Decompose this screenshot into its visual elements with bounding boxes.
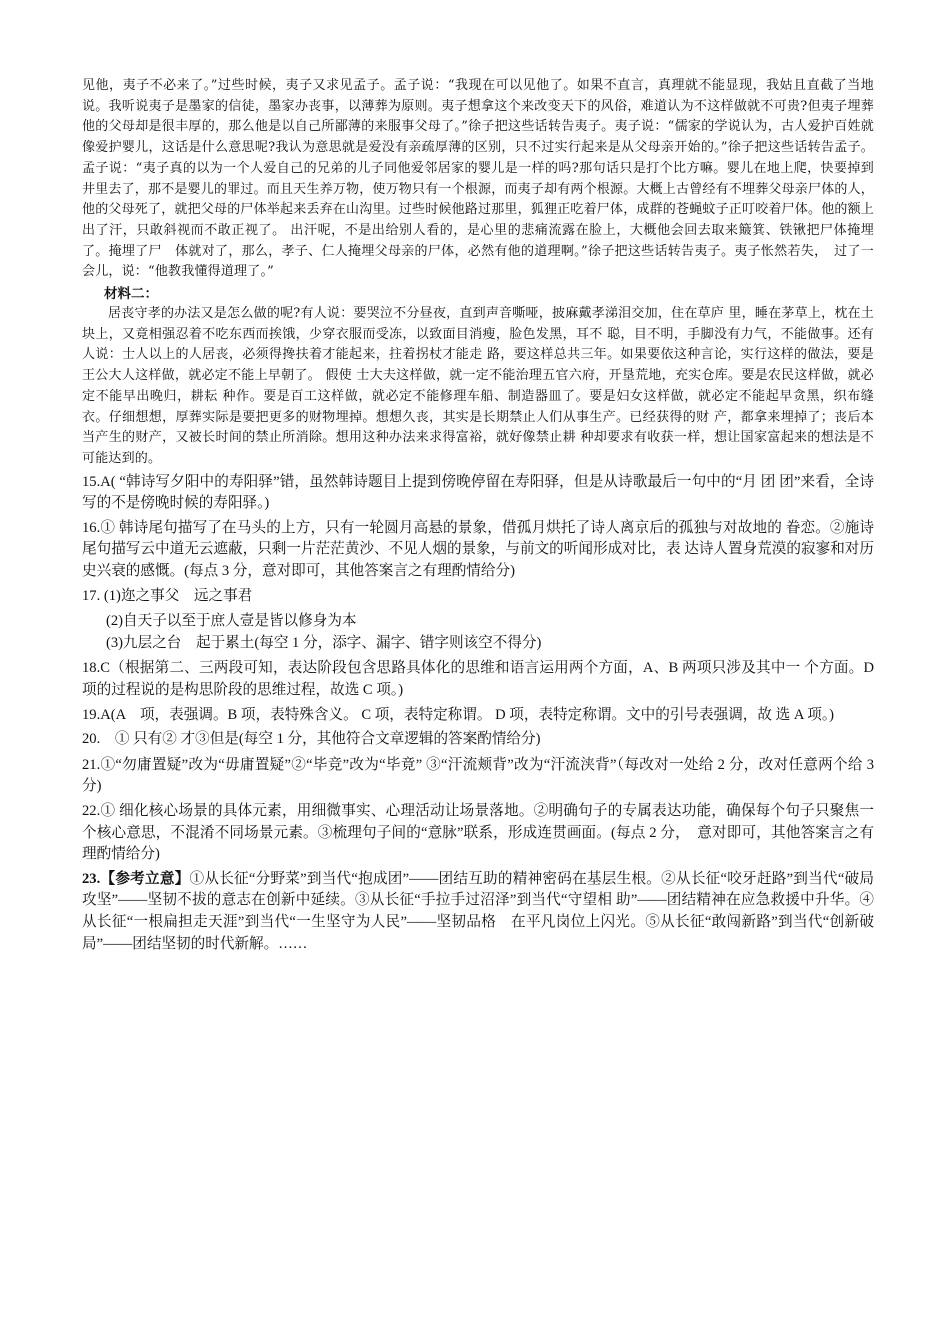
answer-17-line-3: (3)九层之台 起于累土(每空 1 分，添字、漏字、错字则该空不得分) — [106, 634, 542, 651]
material-two-text: 居丧守孝的办法又是怎么做的呢?有人说：要哭泣不分昼夜，直到声音嘶哑，披麻戴孝涕泪交加，住在草庐 里，睡在茅草上，枕在土块上，又竟相强忍着不吃东西而挨饿，少穿衣服而受冻，以致面目消瘦，脸色发黑，耳不 聪，目不明，手脚没有力气，不能做事。还有人说：士人以上的人居丧，必须得搀扶着才能起来，拄着拐杖才能走 路，要这样总共三年。如果要依这种言论，实行这样的做法，要是王公大人这样做，就必定不能上早朝了。 假使 士大夫这样做，就一定不能治理五官六府，开垦荒地，充实仓库。要是农民这样做，就必定不能早出晚归，耕耘 种作。要是百工这样做，就必定不能修理车船、制造器皿了。要是妇女这样做，就必定不能起早贪黑，织布缝 衣。仔细想想，厚葬实际是要把更多的财物埋掉。想想久丧，其实是长期禁止人们从事生产。已经获得的财 产，都拿来埋掉了；丧后本当产生的财产，又被长时间的禁止所消除。想用这种办法来求得富裕，就好像禁止耕 种却要求有收获一样，想让国家富起来的想法是不可能达到的。 — [82, 306, 874, 466]
answer-key — [82, 472, 874, 955]
answer-23-label: 23.【参考立意】 — [82, 870, 190, 887]
answer-18: 18.C（根据第二、三两段可知，表达阶段包含思路具体化的思维和语言运用两个方面，A、B 两项只涉及其中一 个方面。D 项的过程说的是构思阶段的思维过程，故选 C 项。) — [82, 660, 874, 698]
answer-22: 22.① 细化核心场景的具体元素，用细微事实、心理活动让场景落地。②明确句子的专属表达功能，确保每个句子只聚焦一个核心意思，不混淆不同场景元素。③梳理句子间的“意脉”联系，形成连贯画面。(每点 2 分， 意对即可，其他答案言之有理酌情给分) — [82, 802, 874, 863]
answer-16: 16.① 韩诗尾句描写了在马头的上方，只有一轮圆月高悬的景象，借孤月烘托了诗人离京后的孤独与对故地的 眷恋。②施诗尾句描写云中道无云遮蔽，只剩一片茫茫黄沙、不见人烟的景象，与前文的听闻形成对比，表 达诗人置身荒漠的寂寥和对历史兴衰的感慨。(每点 3 分，意对即可，其他答案言之有理酌情给分) — [82, 519, 874, 580]
answer-17-line-1: 17. (1)迩之事父 远之事君 — [82, 587, 253, 604]
answer-23 — [82, 869, 874, 955]
answer-20: 20. ① 只有② 才③但是(每空 1 分，其他符合文章逻辑的答案酌情给分) — [82, 731, 541, 748]
answer-19: 19.A(A 项，表强调。B 项，表特殊含义。 C 项，表特定称谓。 D 项，表特定称谓。文中的引号表强调，故 选 A 项。) — [82, 706, 834, 723]
document-page — [82, 76, 874, 958]
answer-15: 15.A( “韩诗写夕阳中的寿阳驿”错，虽然韩诗题目上提到傍晚停留在寿阳驿，但是从诗歌最后一句中的“月 团 团”来看，全诗写的不是傍晚时候的寿阳驿。) — [82, 473, 874, 512]
answer-23-text: ①从长征“分野菜”到当代“抱成团”——团结互助的精神密码在基层生根。②从长征“咬牙赶路”到当代“破局攻坚”——坚韧不拔的意志在创新中延续。③从长征“手拉手过沼泽”到当代“守望相 助”——团结精神在应急救援中升华。④从长征“一根扁担走天涯”到当代“一生坚守为人民”——坚韧品格 在平凡岗位上闪光。⑤从长征“敢闯新路”到当代“创新破局”——团结坚韧的时代新解。…… — [82, 870, 874, 952]
material-two-heading: 材料二： — [104, 286, 158, 303]
material-one-text: 见他，夷子不必来了。”过些时候，夷子又求见孟子。孟子说：“我现在可以见他了。如果不直言，真理就不能显现，我姑且直截了当地说。我听说夷子是墨家的信徒，墨家办丧事，以薄葬为原则。夷子想拿这个来改变天下的风俗，难道认为不这样做就不可贵?但夷子埋葬他的父母却是很丰厚的，那么他是以自己所鄙薄的来服事父母了。”徐子把这些话转告夷子。夷子说：“儒家的学说认为，古人爱护百姓就像爱护婴儿，这话是什么意思呢?我认为意思就是爱没有亲疏厚薄的区别，只不过实行起来是从父母亲开始的。”徐子把这些话转告孟子。孟子说：“夷子真的以为一个人爱自己的兄弟的儿子同他爱邻居家的婴儿是一样的吗?那句话只是打个比方嘛。婴儿在地上爬，快要掉到井里去了，那不是婴儿的罪过。而且天生养万物，使万物只有一个根源，而夷子却有两个根源。大概上古曾经有不埋葬父母亲尸体的人，他的父母死了，就把父母的尸体举起来丢弃在山沟里。过些时候他路过那里，狐狸正吃着尸体，成群的苍蝇蚊子正叮咬着尸体。他的额上出了汗，只敢斜视而不敢正视了。 出汗呢，不是出给别人看的，是心里的悲痛流露在脸上，大概他会回去取来簸箕、铁锹把尸体掩埋了。掩埋了尸 体就对了，那么，孝子、仁人掩埋父母亲的尸体，必然有他的道理啊。”徐子把这些话转告夷子。夷子怅然若失， 过了一会儿，说：“他教我懂得道理了。” — [82, 78, 875, 280]
answer-17-line-2: (2)自天子以至于庶人壹是皆以修身为本 — [106, 613, 357, 630]
answer-21: 21.①“勿庸置疑”改为“毋庸置疑”②“毕竞”改为“毕竟” ③“汗流颊背”改为“汗流浃背”（每改对一处给 2 分，改对任意两个给 3 分) — [82, 756, 874, 795]
